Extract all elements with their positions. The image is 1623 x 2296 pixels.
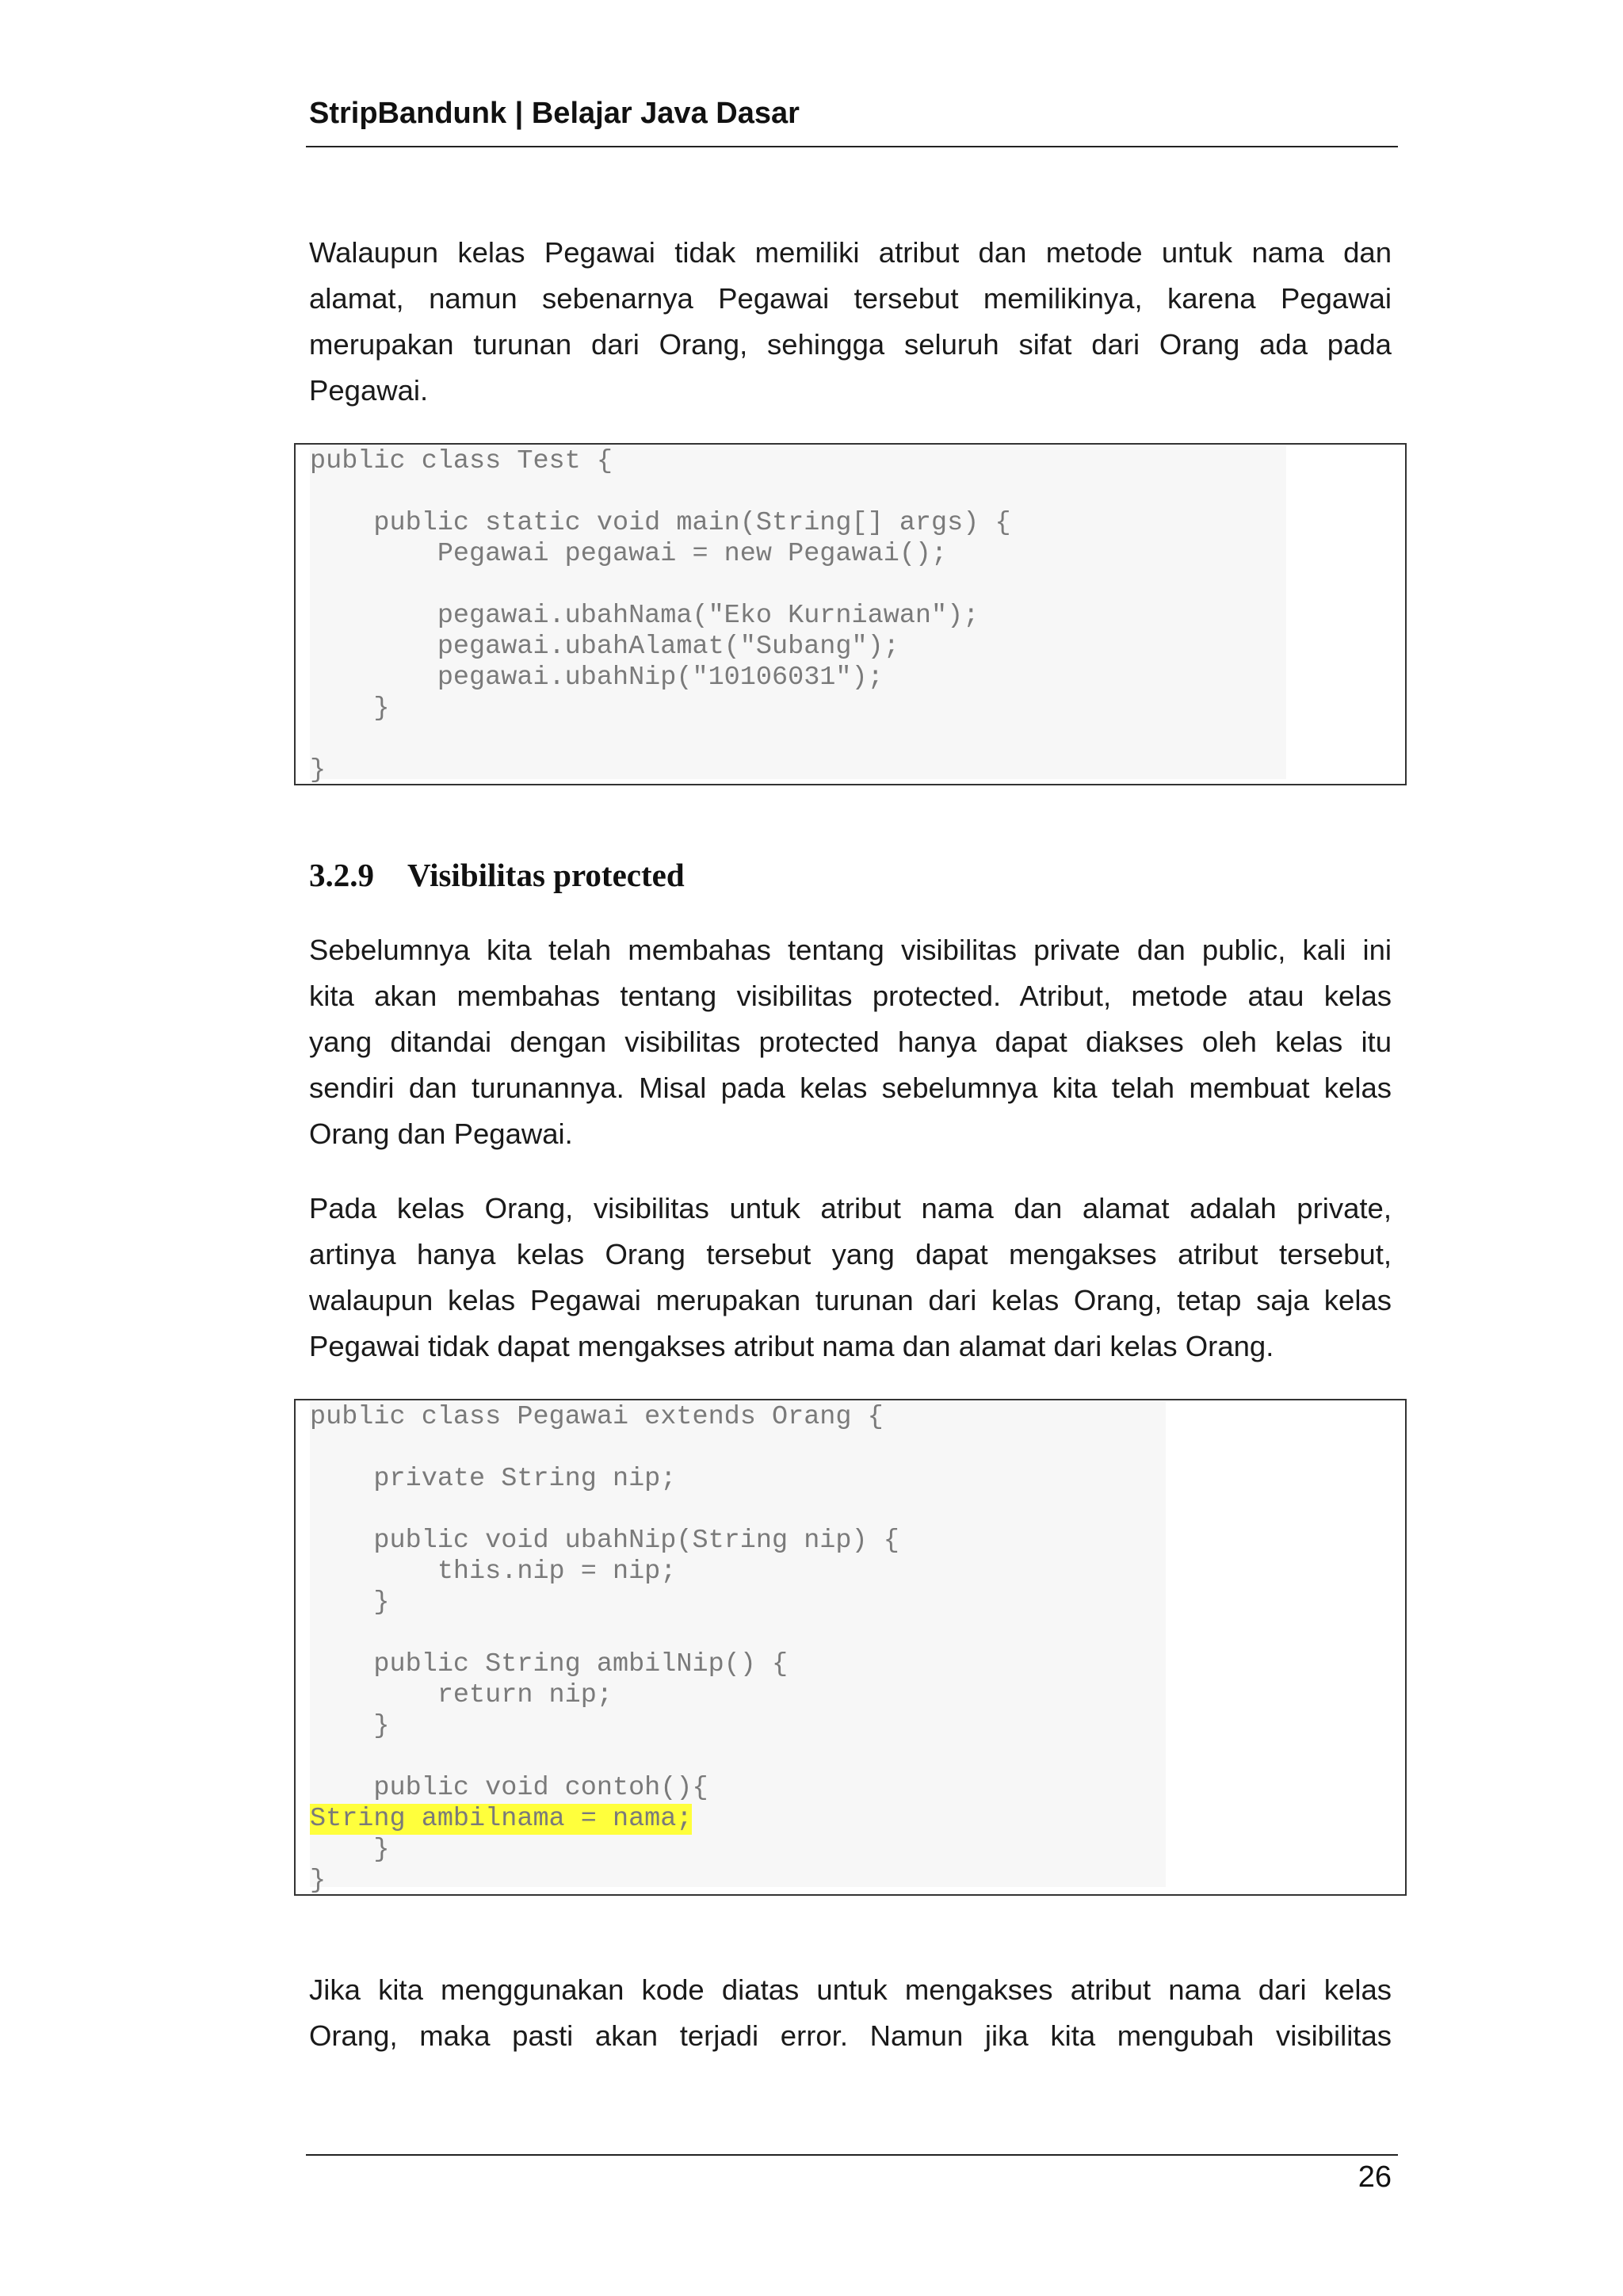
paragraph-inheritance bbox=[309, 230, 1392, 414]
code-line: pegawai.ubahAlamat("Subang"); bbox=[310, 632, 899, 662]
paragraph-line: Orang dan Pegawai. bbox=[309, 1117, 573, 1150]
code-line: public void ubahNip(String nip) { bbox=[310, 1526, 899, 1556]
paragraph-error-note bbox=[309, 1967, 1392, 2059]
highlighted-code-line: String ambilnama = nama; bbox=[310, 1804, 693, 1834]
code-line: Pegawai pegawai = new Pegawai(); bbox=[310, 539, 948, 569]
section-number: 3.2.9 bbox=[309, 857, 374, 893]
paragraph-line: Sebelumnya kita telah membahas tentang visibilitas private dan public, kali ini bbox=[309, 934, 1392, 966]
paragraph-line: walaupun kelas Pegawai merupakan turunan dari kelas Orang, tetap saja kelas bbox=[309, 1284, 1392, 1316]
paragraph-line: alamat, namun sebenarnya Pegawai tersebut memilikinya, karena Pegawai bbox=[309, 282, 1392, 315]
section-heading bbox=[309, 856, 685, 894]
code-line bbox=[310, 724, 1011, 755]
running-header: StripBandunk | Belajar Java Dasar bbox=[309, 97, 800, 130]
paragraph-orang-private bbox=[309, 1186, 1392, 1370]
paragraph-line: Pegawai. bbox=[309, 374, 429, 407]
code-line: pegawai.ubahNip("10106031"); bbox=[310, 663, 884, 693]
code-line bbox=[310, 1433, 899, 1464]
paragraph-line: Orang, maka pasti akan terjadi error. Namun jika kita mengubah visibilitas bbox=[309, 2019, 1392, 2052]
code-block-test bbox=[294, 443, 1407, 785]
paragraph-line: Pegawai tidak dapat mengakses atribut nama dan alamat dari kelas Orang. bbox=[309, 1330, 1274, 1362]
paragraph-line: Walaupun kelas Pegawai tidak memiliki atribut dan metode untuk nama dan bbox=[309, 236, 1392, 269]
code-line: pegawai.ubahNama("Eko Kurniawan"); bbox=[310, 601, 980, 631]
code-line: } bbox=[310, 755, 327, 785]
paragraph-line: sendiri dan turunannya. Misal pada kelas sebelumnya kita telah membuat kelas bbox=[309, 1072, 1392, 1104]
paragraph-line: merupakan turunan dari Orang, sehingga seluruh sifat dari Orang ada pada bbox=[309, 328, 1392, 361]
code-line: public static void main(String[] args) { bbox=[310, 508, 1011, 538]
code-block-pegawai bbox=[294, 1399, 1407, 1896]
code-line bbox=[310, 1742, 899, 1773]
paragraph-line: Pada kelas Orang, visibilitas untuk atribut nama dan alamat adalah private, bbox=[309, 1192, 1392, 1224]
header-rule bbox=[306, 146, 1398, 147]
code-line: private String nip; bbox=[310, 1464, 677, 1494]
paragraph-line: artinya hanya kelas Orang tersebut yang dapat mengakses atribut tersebut, bbox=[309, 1238, 1392, 1270]
code-line bbox=[310, 570, 1011, 601]
paragraph-line: Jika kita menggunakan kode diatas untuk mengakses atribut nama dari kelas bbox=[309, 1973, 1392, 2006]
code-line bbox=[310, 1618, 899, 1649]
code-line: } bbox=[310, 1587, 390, 1618]
code-line: public void contoh(){ bbox=[310, 1773, 708, 1803]
code-line: public class Test { bbox=[310, 446, 613, 476]
section-title: Visibilitas protected bbox=[407, 857, 685, 893]
code-line bbox=[310, 477, 1011, 508]
code-line: return nip; bbox=[310, 1680, 613, 1710]
paragraph-line: kita akan membahas tentang visibilitas protected. Atribut, metode atau kelas bbox=[309, 980, 1392, 1012]
paragraph-line: yang ditandai dengan visibilitas protected hanya dapat diakses oleh kelas itu bbox=[309, 1026, 1392, 1058]
code-line: } bbox=[310, 693, 390, 724]
code-line: } bbox=[310, 1866, 327, 1896]
code-line: public String ambilNip() { bbox=[310, 1649, 789, 1679]
code-line: public class Pegawai extends Orang { bbox=[310, 1402, 884, 1432]
paragraph-protected-intro bbox=[309, 927, 1392, 1157]
code-line bbox=[310, 1495, 899, 1526]
footer-rule bbox=[306, 2154, 1398, 2156]
code-line: this.nip = nip; bbox=[310, 1557, 677, 1587]
page-number: 26 bbox=[1358, 2160, 1392, 2194]
code-line: } bbox=[310, 1835, 390, 1865]
code-line: } bbox=[310, 1711, 390, 1741]
